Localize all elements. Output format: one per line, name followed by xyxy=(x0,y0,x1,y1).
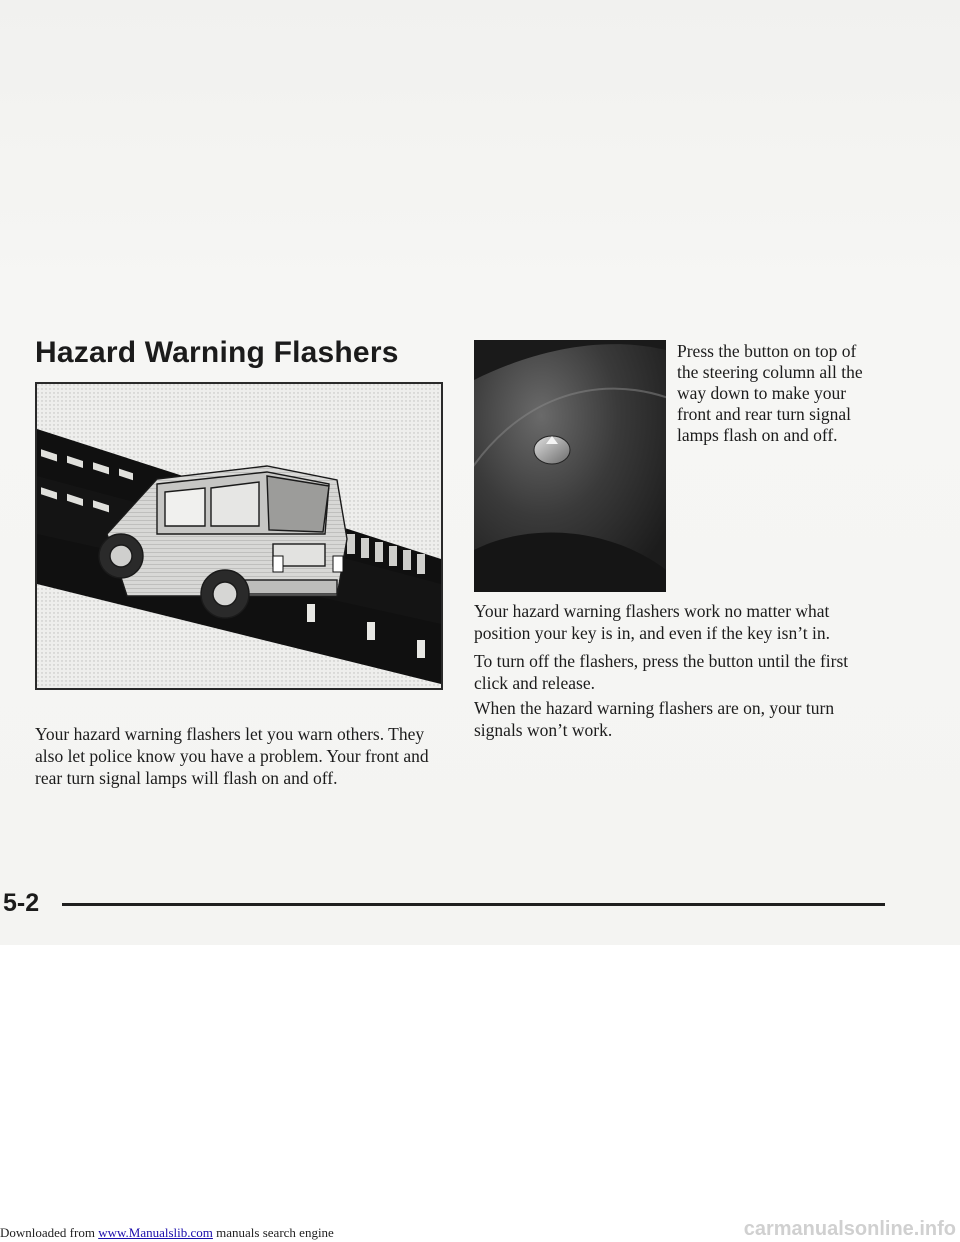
manualslib-link[interactable]: www.Manualslib.com xyxy=(98,1225,213,1240)
paragraph-turn-signals: When the hazard warning flashers are on, your turn signals won’t work. xyxy=(474,698,835,740)
page-number: 5-2 xyxy=(3,889,40,917)
page-title: Hazard Warning Flashers xyxy=(35,336,399,369)
button-instruction: Press the button on top of the steering column all the way down to make your front and rear turn signal lamps flash on and off. xyxy=(677,341,863,445)
footer-suffix: manuals search engine xyxy=(216,1225,334,1240)
paragraph-turn-off: To turn off the flashers, press the button until the first click and release. xyxy=(474,651,849,693)
footer-rule xyxy=(62,903,885,906)
paragraph-key-position: Your hazard warning flashers work no matter what position your key is in, and even if the key isn’t in. xyxy=(474,601,830,643)
paragraph-intro: Your hazard warning flashers let you warn others. They also let police know you have a problem. Your front and rear turn signal lamps will flash on and off. xyxy=(35,724,429,788)
footer-prefix: Downloaded from xyxy=(0,1225,95,1240)
vehicle-hazard-illustration xyxy=(35,382,443,690)
hazard-button-photo xyxy=(474,340,666,592)
steering-column-image xyxy=(474,340,666,592)
watermark-logo: carmanualsonline.info xyxy=(743,1218,956,1240)
download-footer xyxy=(0,1225,334,1241)
vehicle-hazard-image xyxy=(37,384,441,688)
